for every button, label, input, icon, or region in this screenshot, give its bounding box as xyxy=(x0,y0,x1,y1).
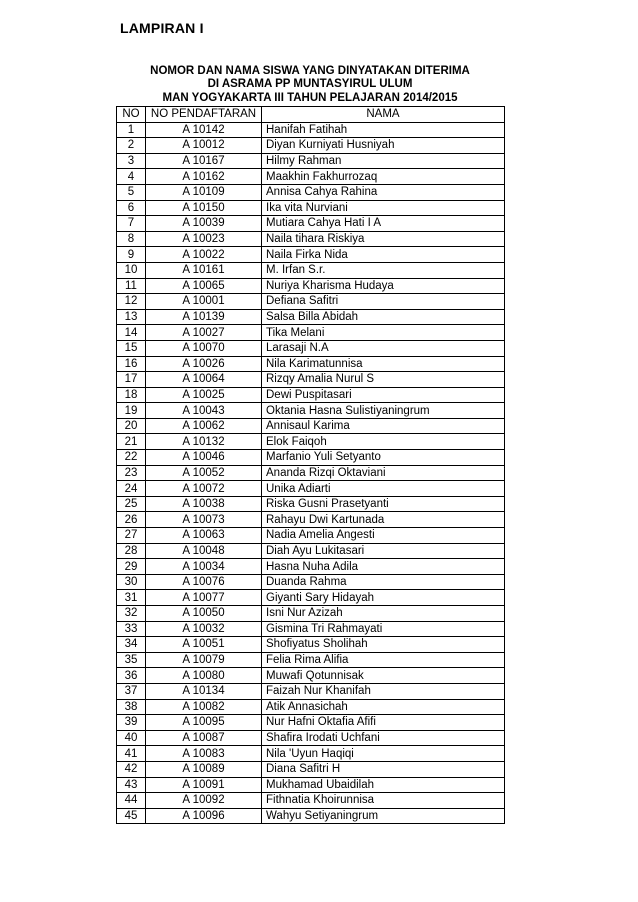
table-row xyxy=(117,808,505,824)
cell-nama: Nila 'Uyun Haqiqi xyxy=(262,746,505,762)
cell-no: 27 xyxy=(117,528,146,544)
table-row xyxy=(117,590,505,606)
table-row xyxy=(117,387,505,403)
cell-no: 33 xyxy=(117,621,146,637)
cell-nama: Wahyu Setiyaningrum xyxy=(262,808,505,824)
cell-no-pendaftaran: A 10023 xyxy=(146,231,262,247)
cell-no: 43 xyxy=(117,777,146,793)
cell-no: 4 xyxy=(117,169,146,185)
cell-no-pendaftaran: A 10109 xyxy=(146,184,262,200)
cell-no-pendaftaran: A 10089 xyxy=(146,761,262,777)
table-row xyxy=(117,169,505,185)
table-row xyxy=(117,122,505,138)
cell-nama: Diyan Kurniyati Husniyah xyxy=(262,138,505,154)
table-row xyxy=(117,621,505,637)
cell-nama: Shafira Irodati Uchfani xyxy=(262,730,505,746)
table-row xyxy=(117,309,505,325)
table-row xyxy=(117,138,505,154)
table-body xyxy=(117,122,505,824)
table-header-row xyxy=(117,107,505,123)
cell-no-pendaftaran: A 10079 xyxy=(146,652,262,668)
table-row xyxy=(117,418,505,434)
cell-no: 13 xyxy=(117,309,146,325)
cell-no-pendaftaran: A 10072 xyxy=(146,481,262,497)
cell-no-pendaftaran: A 10076 xyxy=(146,574,262,590)
cell-no: 24 xyxy=(117,481,146,497)
cell-no-pendaftaran: A 10046 xyxy=(146,450,262,466)
cell-no: 29 xyxy=(117,559,146,575)
document-title xyxy=(116,65,504,105)
cell-nama: Elok Faiqoh xyxy=(262,434,505,450)
cell-no: 9 xyxy=(117,247,146,263)
cell-no: 40 xyxy=(117,730,146,746)
cell-no: 11 xyxy=(117,278,146,294)
cell-no: 22 xyxy=(117,450,146,466)
cell-no-pendaftaran: A 10167 xyxy=(146,153,262,169)
table-row xyxy=(117,637,505,653)
cell-nama: Nadia Amelia Angesti xyxy=(262,528,505,544)
table-row xyxy=(117,403,505,419)
cell-nama: Naila Firka Nida xyxy=(262,247,505,263)
table-row xyxy=(117,683,505,699)
cell-nama: Riska Gusni Prasetyanti xyxy=(262,496,505,512)
table-row xyxy=(117,340,505,356)
cell-nama: Diana Safitri H xyxy=(262,761,505,777)
cell-nama: Annisa Cahya Rahina xyxy=(262,184,505,200)
cell-nama: Mutiara Cahya Hati I A xyxy=(262,216,505,232)
table-row xyxy=(117,231,505,247)
table-row xyxy=(117,496,505,512)
table-row xyxy=(117,153,505,169)
cell-no-pendaftaran: A 10092 xyxy=(146,793,262,809)
cell-no: 23 xyxy=(117,465,146,481)
cell-no-pendaftaran: A 10134 xyxy=(146,683,262,699)
cell-nama: Rizqy Amalia Nurul S xyxy=(262,372,505,388)
cell-nama: Felia Rima Alifia xyxy=(262,652,505,668)
cell-nama: Dewi Puspitasari xyxy=(262,387,505,403)
cell-no: 25 xyxy=(117,496,146,512)
cell-nama: Hanifah Fatihah xyxy=(262,122,505,138)
cell-nama: Tika Melani xyxy=(262,325,505,341)
cell-no-pendaftaran: A 10091 xyxy=(146,777,262,793)
table-row xyxy=(117,262,505,278)
cell-no: 31 xyxy=(117,590,146,606)
table-row xyxy=(117,652,505,668)
table-row xyxy=(117,668,505,684)
cell-nama: Atik Annasichah xyxy=(262,699,505,715)
table-row xyxy=(117,746,505,762)
table-row xyxy=(117,559,505,575)
cell-nama: Maakhin Fakhurrozaq xyxy=(262,169,505,185)
cell-no: 16 xyxy=(117,356,146,372)
cell-nama: Ananda Rizqi Oktaviani xyxy=(262,465,505,481)
cell-nama: Unika Adiarti xyxy=(262,481,505,497)
cell-no: 36 xyxy=(117,668,146,684)
header-no-pendaftaran: NO PENDAFTARAN xyxy=(146,107,262,123)
table-row xyxy=(117,325,505,341)
table-row xyxy=(117,574,505,590)
cell-no: 14 xyxy=(117,325,146,341)
cell-no-pendaftaran: A 10080 xyxy=(146,668,262,684)
cell-no: 44 xyxy=(117,793,146,809)
header-nama: NAMA xyxy=(262,107,505,123)
table-row xyxy=(117,606,505,622)
table-row xyxy=(117,793,505,809)
title-line-3: MAN YOGYAKARTA III TAHUN PELAJARAN 2014/2015 xyxy=(162,91,458,104)
cell-no: 21 xyxy=(117,434,146,450)
table-row xyxy=(117,730,505,746)
cell-no-pendaftaran: A 10077 xyxy=(146,590,262,606)
cell-nama: Naila tihara Riskiya xyxy=(262,231,505,247)
cell-no-pendaftaran: A 10065 xyxy=(146,278,262,294)
cell-no-pendaftaran: A 10096 xyxy=(146,808,262,824)
cell-no-pendaftaran: A 10070 xyxy=(146,340,262,356)
cell-no-pendaftaran: A 10043 xyxy=(146,403,262,419)
cell-no: 30 xyxy=(117,574,146,590)
table-row xyxy=(117,216,505,232)
cell-nama: Gismina Tri Rahmayati xyxy=(262,621,505,637)
cell-nama: Larasaji N.A xyxy=(262,340,505,356)
cell-no-pendaftaran: A 10051 xyxy=(146,637,262,653)
cell-no-pendaftaran: A 10025 xyxy=(146,387,262,403)
cell-no: 38 xyxy=(117,699,146,715)
cell-nama: Marfanio Yuli Setyanto xyxy=(262,450,505,466)
table-row xyxy=(117,247,505,263)
cell-no: 32 xyxy=(117,606,146,622)
cell-no: 10 xyxy=(117,262,146,278)
cell-nama: Defiana Safitri xyxy=(262,294,505,310)
title-line-1: NOMOR DAN NAMA SISWA YANG DINYATAKAN DITERIMA xyxy=(150,65,470,77)
cell-no: 39 xyxy=(117,715,146,731)
cell-no: 45 xyxy=(117,808,146,824)
cell-no-pendaftaran: A 10082 xyxy=(146,699,262,715)
cell-no-pendaftaran: A 10050 xyxy=(146,606,262,622)
cell-no: 6 xyxy=(117,200,146,216)
cell-no-pendaftaran: A 10022 xyxy=(146,247,262,263)
table-row xyxy=(117,294,505,310)
cell-nama: Nuriya Kharisma Hudaya xyxy=(262,278,505,294)
cell-no: 17 xyxy=(117,372,146,388)
cell-no-pendaftaran: A 10139 xyxy=(146,309,262,325)
table-row xyxy=(117,465,505,481)
cell-nama: Fithnatia Khoirunnisa xyxy=(262,793,505,809)
cell-no: 35 xyxy=(117,652,146,668)
student-table xyxy=(116,106,505,824)
cell-no: 1 xyxy=(117,122,146,138)
cell-no: 7 xyxy=(117,216,146,232)
cell-no: 28 xyxy=(117,543,146,559)
cell-nama: Oktania Hasna Sulistiyaningrum xyxy=(262,403,505,419)
cell-no-pendaftaran: A 10132 xyxy=(146,434,262,450)
table-row xyxy=(117,200,505,216)
cell-no-pendaftaran: A 10062 xyxy=(146,418,262,434)
cell-no-pendaftaran: A 10064 xyxy=(146,372,262,388)
cell-no-pendaftaran: A 10032 xyxy=(146,621,262,637)
table-row xyxy=(117,761,505,777)
cell-no: 3 xyxy=(117,153,146,169)
table-row xyxy=(117,528,505,544)
cell-no-pendaftaran: A 10063 xyxy=(146,528,262,544)
table-row xyxy=(117,777,505,793)
table-row xyxy=(117,543,505,559)
cell-nama: Giyanti Sary Hidayah xyxy=(262,590,505,606)
cell-no-pendaftaran: A 10012 xyxy=(146,138,262,154)
cell-nama: Isni Nur Azizah xyxy=(262,606,505,622)
cell-no-pendaftaran: A 10150 xyxy=(146,200,262,216)
cell-nama: Salsa Billa Abidah xyxy=(262,309,505,325)
table-row xyxy=(117,699,505,715)
cell-no-pendaftaran: A 10001 xyxy=(146,294,262,310)
cell-nama: Nila Karimatunnisa xyxy=(262,356,505,372)
cell-no: 37 xyxy=(117,683,146,699)
cell-nama: Mukhamad Ubaidilah xyxy=(262,777,505,793)
cell-nama: M. Irfan S.r. xyxy=(262,262,505,278)
table-row xyxy=(117,434,505,450)
cell-no-pendaftaran: A 10161 xyxy=(146,262,262,278)
cell-nama: Hasna Nuha Adila xyxy=(262,559,505,575)
cell-no-pendaftaran: A 10039 xyxy=(146,216,262,232)
cell-nama: Hilmy Rahman xyxy=(262,153,505,169)
cell-no-pendaftaran: A 10162 xyxy=(146,169,262,185)
cell-no-pendaftaran: A 10027 xyxy=(146,325,262,341)
cell-nama: Nur Hafni Oktafia Afifi xyxy=(262,715,505,731)
cell-nama: Rahayu Dwi Kartunada xyxy=(262,512,505,528)
cell-no: 8 xyxy=(117,231,146,247)
cell-no: 20 xyxy=(117,418,146,434)
cell-no: 5 xyxy=(117,184,146,200)
table-row xyxy=(117,278,505,294)
cell-no: 2 xyxy=(117,138,146,154)
table-row xyxy=(117,372,505,388)
cell-nama: Duanda Rahma xyxy=(262,574,505,590)
cell-nama: Annisaul Karima xyxy=(262,418,505,434)
table-row xyxy=(117,512,505,528)
cell-nama: Diah Ayu Lukitasari xyxy=(262,543,505,559)
table-row xyxy=(117,715,505,731)
cell-no-pendaftaran: A 10034 xyxy=(146,559,262,575)
cell-nama: Faizah Nur Khanifah xyxy=(262,683,505,699)
table-row xyxy=(117,184,505,200)
cell-nama: Shofiyatus Sholihah xyxy=(262,637,505,653)
cell-no-pendaftaran: A 10095 xyxy=(146,715,262,731)
cell-no-pendaftaran: A 10087 xyxy=(146,730,262,746)
table-row xyxy=(117,356,505,372)
cell-no-pendaftaran: A 10073 xyxy=(146,512,262,528)
table-row xyxy=(117,481,505,497)
document-heading: LAMPIRAN I xyxy=(120,20,204,36)
title-line-2: DI ASRAMA PP MUNTASYIRUL ULUM xyxy=(207,78,413,91)
cell-no-pendaftaran: A 10026 xyxy=(146,356,262,372)
cell-no: 34 xyxy=(117,637,146,653)
cell-no-pendaftaran: A 10052 xyxy=(146,465,262,481)
cell-no-pendaftaran: A 10083 xyxy=(146,746,262,762)
cell-no: 19 xyxy=(117,403,146,419)
cell-nama: Ika vita Nurviani xyxy=(262,200,505,216)
cell-no: 41 xyxy=(117,746,146,762)
cell-no: 18 xyxy=(117,387,146,403)
cell-no-pendaftaran: A 10048 xyxy=(146,543,262,559)
cell-no: 12 xyxy=(117,294,146,310)
cell-no: 42 xyxy=(117,761,146,777)
cell-no-pendaftaran: A 10142 xyxy=(146,122,262,138)
cell-no: 15 xyxy=(117,340,146,356)
cell-nama: Muwafi Qotunnisak xyxy=(262,668,505,684)
cell-no-pendaftaran: A 10038 xyxy=(146,496,262,512)
header-no: NO xyxy=(117,107,146,123)
cell-no: 26 xyxy=(117,512,146,528)
table-row xyxy=(117,450,505,466)
